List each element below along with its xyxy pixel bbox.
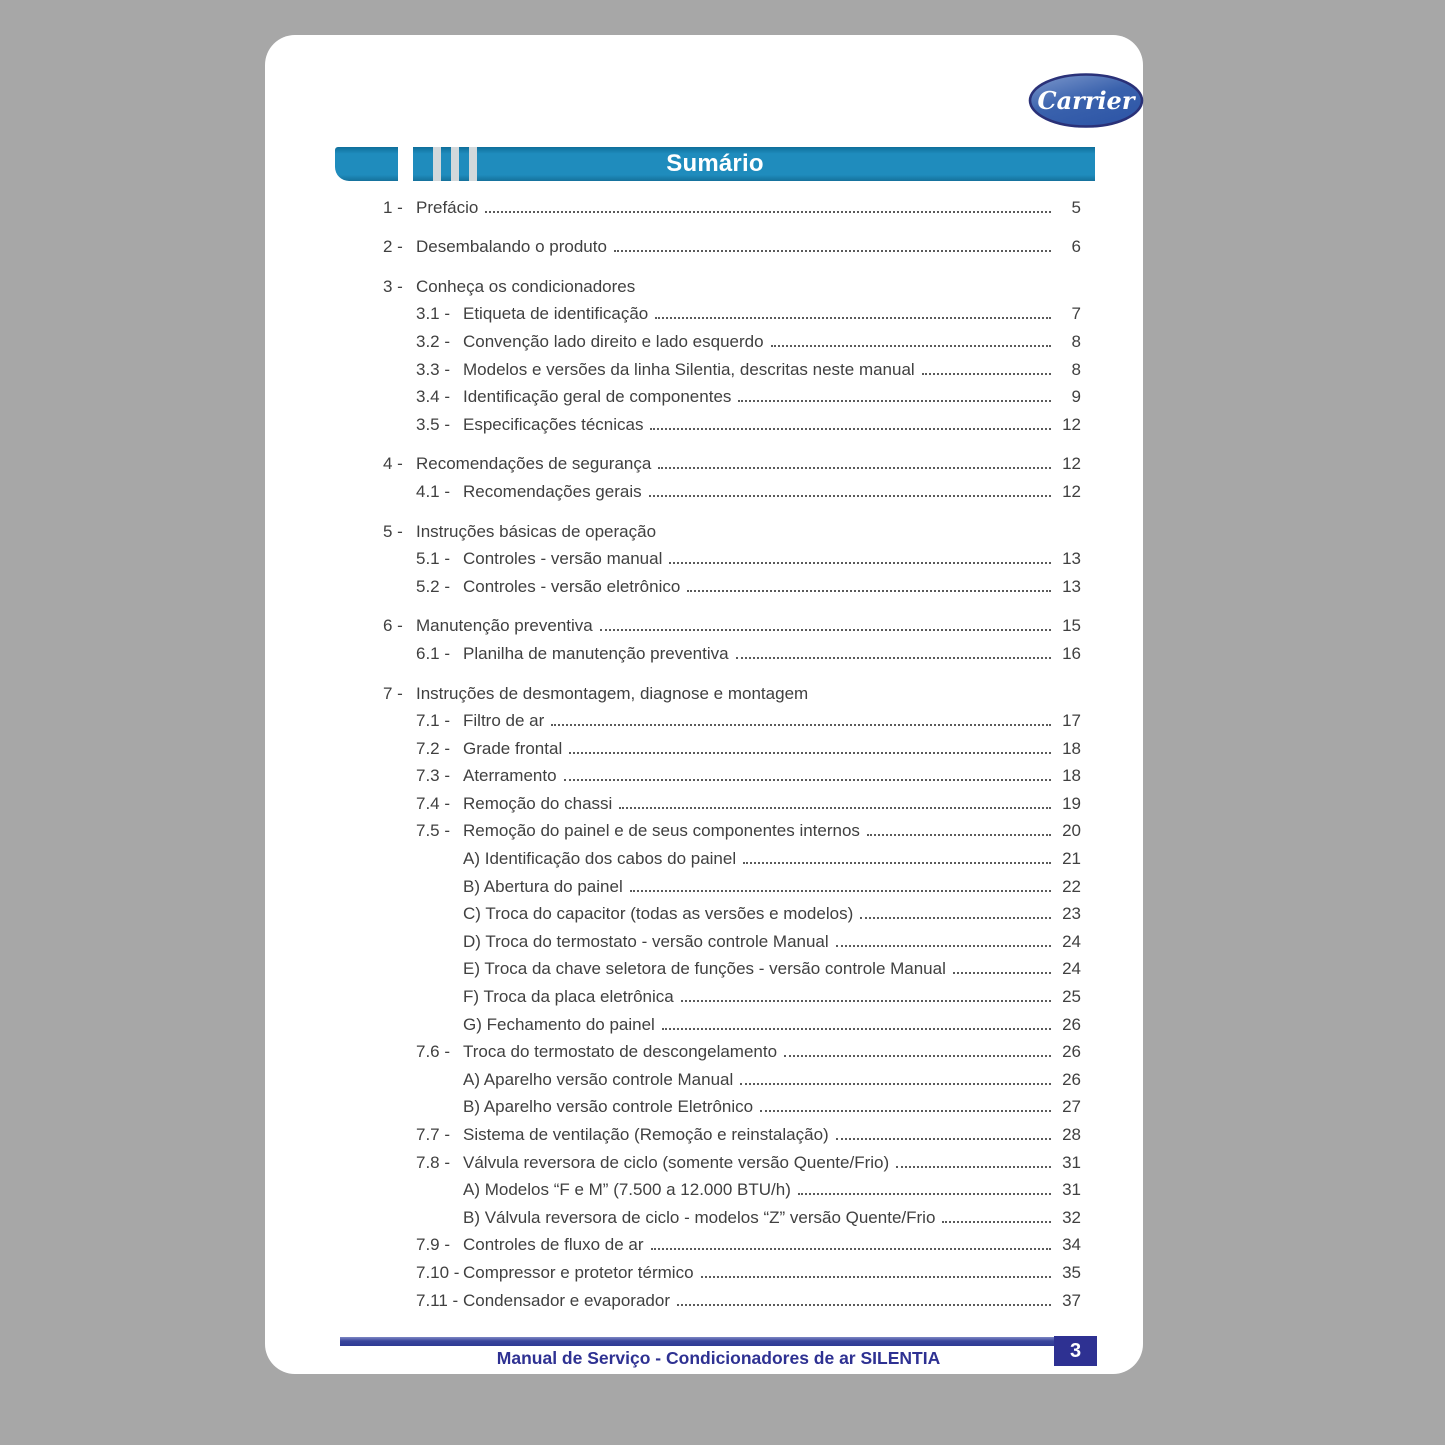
- toc-entry[interactable]: [383, 704, 1081, 732]
- toc-entry-page-number: 20: [1062, 821, 1081, 841]
- toc-entry-page-number: 23: [1062, 904, 1081, 924]
- toc-entry-number: 3.2 -: [416, 331, 451, 351]
- toc-entry-title: B) Válvula reversora de ciclo - modelos “Z” versão Quente/Frio: [463, 1207, 936, 1227]
- toc-dotted-leader: [669, 562, 1051, 564]
- toc-entry-title: D) Troca do termostato - versão controle Manual: [463, 931, 829, 951]
- footer-manual-title: Manual de Serviço - Condicionadores de ar SILENTIA: [496, 1348, 941, 1368]
- toc-dotted-leader: [649, 495, 1051, 497]
- toc-entry-title: E) Troca da chave seletora de funções - versão controle Manual: [463, 959, 946, 979]
- toc-entry-title: A) Modelos “F e M” (7.500 a 12.000 BTU/h): [463, 1180, 791, 1200]
- table-of-contents: [383, 190, 1081, 1311]
- toc-entry-title: Troca do termostato de descongelamento: [463, 1042, 778, 1062]
- toc-dotted-leader: [551, 724, 1051, 726]
- toc-entry[interactable]: [383, 841, 1081, 869]
- toc-entry-page-number: 12: [1062, 481, 1081, 501]
- toc-dotted-leader: [743, 862, 1051, 864]
- toc-entry[interactable]: [383, 230, 1081, 258]
- toc-entry[interactable]: [383, 1090, 1081, 1118]
- toc-entry-title: Válvula reversora de ciclo (somente versão Quente/Frio): [463, 1152, 890, 1172]
- toc-entry-page-number: 37: [1062, 1290, 1081, 1310]
- section-header-bar: [335, 147, 1095, 181]
- toc-entry-number: 3.5 -: [416, 414, 451, 434]
- toc-entry[interactable]: [383, 1283, 1081, 1311]
- toc-entry-page-number: 34: [1062, 1235, 1081, 1255]
- toc-entry-title: Conheça os condicionadores: [416, 276, 636, 296]
- toc-dotted-leader: [677, 1304, 1051, 1306]
- toc-entry-title: Planilha de manutenção preventiva: [463, 643, 729, 663]
- toc-entry[interactable]: [383, 609, 1081, 637]
- toc-entry[interactable]: [383, 324, 1081, 352]
- toc-entry[interactable]: [383, 542, 1081, 570]
- carrier-logo: [1028, 73, 1144, 128]
- toc-entry-title: Controles - versão manual: [463, 549, 663, 569]
- toc-entry-title: Especificações técnicas: [463, 414, 644, 434]
- toc-dotted-leader: [630, 890, 1051, 892]
- toc-entry-number: 7.5 -: [416, 821, 451, 841]
- toc-entry-title: Desembalando o produto: [416, 237, 607, 257]
- toc-entry-title: G) Fechamento do painel: [463, 1014, 655, 1034]
- toc-entry-page-number: 26: [1062, 1014, 1081, 1034]
- toc-entry-title: Prefácio: [416, 197, 479, 217]
- toc-entry-number: 7.11 -: [416, 1290, 459, 1310]
- toc-entry-page-number: 22: [1062, 876, 1081, 896]
- toc-entry-page-number: 16: [1062, 643, 1081, 663]
- toc-entry-title: Controles - versão eletrônico: [463, 576, 681, 596]
- toc-dotted-leader: [687, 590, 1051, 592]
- toc-entry-page-number: 19: [1062, 793, 1081, 813]
- toc-entry[interactable]: [383, 190, 1081, 218]
- toc-entry-page-number: 31: [1062, 1152, 1081, 1172]
- document-page: [265, 35, 1143, 1374]
- toc-entry-title: Identificação geral de componentes: [463, 387, 732, 407]
- toc-entry-title: Recomendações de segurança: [416, 454, 652, 474]
- toc-entry-title: Filtro de ar: [463, 711, 545, 731]
- toc-entry-number: 5 -: [383, 521, 403, 541]
- toc-entry[interactable]: [383, 924, 1081, 952]
- toc-entry-page-number: 13: [1062, 549, 1081, 569]
- toc-entry[interactable]: [383, 474, 1081, 502]
- toc-entry-title: Etiqueta de identificação: [463, 304, 649, 324]
- toc-entry-page-number: 21: [1062, 849, 1081, 869]
- toc-entry-title: Grade frontal: [463, 738, 563, 758]
- toc-entry-page-number: 12: [1062, 454, 1081, 474]
- toc-entry[interactable]: [383, 297, 1081, 325]
- toc-dotted-leader: [896, 1166, 1051, 1168]
- toc-entry[interactable]: [383, 269, 1081, 297]
- toc-entry-title: Compressor e protetor térmico: [463, 1262, 694, 1282]
- toc-dotted-leader: [784, 1055, 1051, 1057]
- toc-dotted-leader: [740, 1083, 1051, 1085]
- toc-dotted-leader: [836, 1138, 1051, 1140]
- page-number-badge: 3: [1054, 1336, 1097, 1366]
- toc-entry[interactable]: [383, 380, 1081, 408]
- toc-entry-title: Condensador e evaporador: [463, 1290, 670, 1310]
- toc-entry[interactable]: [383, 786, 1081, 814]
- toc-entry-number: 3.3 -: [416, 359, 451, 379]
- toc-entry[interactable]: [383, 636, 1081, 664]
- toc-entry-title: Remoção do chassi: [463, 793, 613, 813]
- carrier-logo-text: Carrier: [1037, 86, 1135, 115]
- toc-entry-number: 3.1 -: [416, 304, 451, 324]
- toc-entry-number: 4.1 -: [416, 481, 451, 501]
- toc-entry-page-number: 5: [1071, 197, 1081, 217]
- toc-entry-number: 7.7 -: [416, 1125, 451, 1144]
- toc-entry[interactable]: [383, 952, 1081, 980]
- toc-dotted-leader: [564, 779, 1051, 781]
- toc-entry-number: 5.2 -: [416, 576, 451, 596]
- toc-entry-page-number: 8: [1071, 359, 1081, 379]
- toc-entry[interactable]: [383, 407, 1081, 435]
- toc-entry-title: B) Abertura do painel: [463, 876, 623, 896]
- toc-entry-number: 7.4 -: [416, 793, 451, 813]
- toc-entry[interactable]: [383, 731, 1081, 759]
- toc-entry[interactable]: [383, 1007, 1081, 1035]
- toc-entry-number: 1 -: [383, 197, 403, 217]
- toc-entry-page-number: 6: [1071, 237, 1081, 257]
- toc-entry[interactable]: [383, 1200, 1081, 1228]
- toc-entry[interactable]: [383, 1145, 1081, 1173]
- toc-dotted-leader: [569, 752, 1051, 754]
- toc-entry[interactable]: [383, 759, 1081, 787]
- toc-dotted-leader: [619, 807, 1051, 809]
- toc-entry-number: 7.8 -: [416, 1152, 451, 1172]
- toc-entry[interactable]: [383, 676, 1081, 704]
- toc-dotted-leader: [681, 1000, 1051, 1002]
- toc-dotted-leader: [736, 657, 1051, 659]
- toc-entry-title: Modelos e versões da linha Silentia, descritas neste manual: [463, 359, 915, 379]
- toc-entry[interactable]: [383, 1062, 1081, 1090]
- toc-entry[interactable]: [383, 1035, 1081, 1063]
- toc-entry-number: 7 -: [383, 683, 403, 703]
- toc-entry-page-number: 25: [1062, 987, 1081, 1007]
- toc-entry[interactable]: [383, 1117, 1081, 1145]
- toc-dotted-leader: [867, 834, 1051, 836]
- footer-rule-bar: [340, 1337, 1056, 1346]
- toc-entry-page-number: 17: [1062, 711, 1081, 731]
- toc-entry-number: 7.2 -: [416, 738, 451, 758]
- toc-entry[interactable]: [383, 514, 1081, 542]
- toc-entry-title: Recomendações gerais: [463, 481, 642, 501]
- toc-entry-title: Aterramento: [463, 766, 557, 786]
- toc-entry-number: 3.4 -: [416, 387, 451, 407]
- toc-entry-page-number: 8: [1071, 331, 1081, 351]
- toc-dotted-leader: [760, 1110, 1051, 1112]
- toc-dotted-leader: [600, 629, 1051, 631]
- toc-entry-page-number: 12: [1062, 414, 1081, 434]
- toc-entry-title: Convenção lado direito e lado esquerdo: [463, 331, 764, 351]
- toc-entry-page-number: 27: [1062, 1097, 1081, 1117]
- toc-entry-number: 4 -: [383, 454, 403, 474]
- toc-entry-title: C) Troca do capacitor (todas as versões e modelos): [463, 904, 854, 924]
- toc-dotted-leader: [650, 428, 1051, 430]
- toc-entry-number: 6.1 -: [416, 643, 451, 663]
- toc-dotted-leader: [942, 1221, 1051, 1223]
- toc-entry-title: A) Aparelho versão controle Manual: [463, 1069, 734, 1089]
- toc-entry-number: 2 -: [383, 237, 403, 257]
- toc-entry-title: Controles de fluxo de ar: [463, 1235, 644, 1255]
- toc-dotted-leader: [658, 467, 1051, 469]
- toc-entry-page-number: 31: [1062, 1180, 1081, 1200]
- toc-entry-number: 7.10 -: [416, 1262, 460, 1282]
- toc-entry[interactable]: [383, 814, 1081, 842]
- toc-entry-page-number: 26: [1062, 1069, 1081, 1089]
- toc-entry-number: 3 -: [383, 276, 403, 296]
- toc-dotted-leader: [738, 400, 1051, 402]
- toc-entry-number: 7.6 -: [416, 1042, 451, 1062]
- toc-entry-page-number: 24: [1062, 931, 1081, 951]
- toc-entry-page-number: 28: [1062, 1125, 1081, 1144]
- toc-dotted-leader: [798, 1193, 1051, 1195]
- toc-entry[interactable]: [383, 352, 1081, 380]
- toc-entry-number: 7.1 -: [416, 711, 451, 731]
- toc-dotted-leader: [614, 250, 1051, 252]
- toc-entry-title: B) Aparelho versão controle Eletrônico: [463, 1097, 754, 1117]
- toc-entry[interactable]: [383, 869, 1081, 897]
- toc-entry-page-number: 7: [1071, 304, 1081, 324]
- toc-entry-number: 6 -: [383, 616, 403, 636]
- toc-entry-page-number: 9: [1071, 387, 1081, 407]
- toc-entry-page-number: 15: [1062, 616, 1081, 636]
- page-title: Sumário: [666, 150, 764, 177]
- toc-dotted-leader: [485, 211, 1051, 213]
- toc-entry-page-number: 24: [1062, 959, 1081, 979]
- carrier-logo-oval: [1028, 73, 1144, 128]
- toc-dotted-leader: [771, 345, 1051, 347]
- toc-dotted-leader: [860, 917, 1051, 919]
- toc-entry[interactable]: [383, 1255, 1081, 1283]
- toc-dotted-leader: [655, 317, 1051, 319]
- toc-dotted-leader: [922, 373, 1051, 375]
- toc-entry-title: F) Troca da placa eletrônica: [463, 987, 674, 1007]
- toc-entry-title: A) Identificação dos cabos do painel: [463, 849, 737, 869]
- toc-entry-page-number: 32: [1062, 1207, 1081, 1227]
- toc-entry-page-number: 26: [1062, 1042, 1081, 1062]
- toc-entry-page-number: 35: [1062, 1262, 1081, 1282]
- toc-entry[interactable]: [383, 897, 1081, 925]
- toc-dotted-leader: [701, 1276, 1051, 1278]
- toc-entry-title: Manutenção preventiva: [416, 616, 593, 636]
- toc-dotted-leader: [953, 972, 1051, 974]
- toc-entry-page-number: 18: [1062, 738, 1081, 758]
- toc-entry[interactable]: [383, 569, 1081, 597]
- toc-entry-title: Instruções de desmontagem, diagnose e montagem: [416, 683, 809, 703]
- toc-dotted-leader: [662, 1028, 1051, 1030]
- toc-entry[interactable]: [383, 1173, 1081, 1201]
- toc-entry-number: 5.1 -: [416, 549, 451, 569]
- toc-entry-title: Remoção do painel e de seus componentes internos: [463, 821, 860, 841]
- toc-entry[interactable]: [383, 979, 1081, 1007]
- toc-entry-page-number: 13: [1062, 576, 1081, 596]
- toc-entry[interactable]: [383, 1228, 1081, 1256]
- toc-entry[interactable]: [383, 447, 1081, 475]
- toc-dotted-leader: [651, 1248, 1052, 1250]
- toc-dotted-leader: [836, 945, 1051, 947]
- toc-entry-title: Sistema de ventilação (Remoção e reinstalação): [463, 1125, 829, 1144]
- toc-entry-title: Instruções básicas de operação: [416, 521, 657, 541]
- toc-entry-page-number: 18: [1062, 766, 1081, 786]
- toc-entry-number: 7.9 -: [416, 1235, 451, 1255]
- toc-entry-number: 7.3 -: [416, 766, 451, 786]
